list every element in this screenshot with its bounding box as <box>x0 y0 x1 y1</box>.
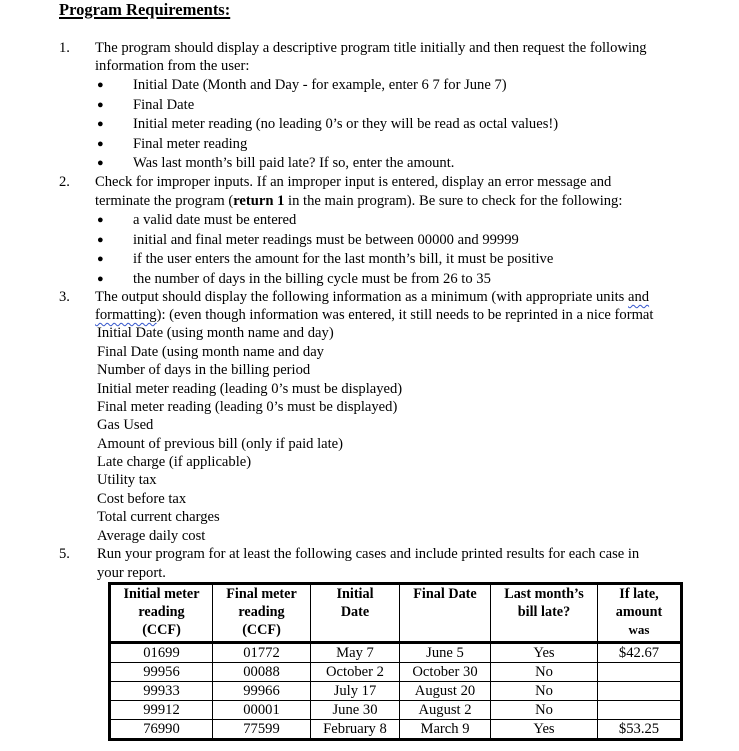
cell-bill-late: No <box>491 701 598 720</box>
output-item: Gas Used <box>97 417 154 433</box>
header-initial-meter: Initial meter reading (CCF) <box>110 584 213 643</box>
cell-final-date: August 2 <box>400 701 491 720</box>
bullet-icon: ● <box>97 79 104 91</box>
cell-final-meter: 00001 <box>213 701 311 720</box>
cell-late-amount: $42.67 <box>598 643 682 663</box>
bullet-icon: ● <box>97 234 104 246</box>
cell-bill-late: Yes <box>491 643 598 663</box>
section-1-bullet: Final meter reading <box>133 136 248 152</box>
output-item: Total current charges <box>97 509 220 525</box>
cell-bill-late: Yes <box>491 720 598 740</box>
section-2-text-line-1: Check for improper inputs. If an improper input is entered, display an error message and <box>95 174 612 190</box>
table-row <box>110 643 682 663</box>
section-2-text-line-2 <box>95 192 622 210</box>
cell-initial-date: June 30 <box>311 701 400 720</box>
section-2-number: 2. <box>59 174 70 190</box>
cell-bill-late: No <box>491 682 598 701</box>
bullet-icon: ● <box>97 214 104 226</box>
section-3-text-pre: The output should display the following information as a minimum (with appropriate units <box>95 289 628 305</box>
cell-final-meter: 00088 <box>213 663 311 682</box>
table-row <box>110 682 682 701</box>
section-3-text-line-1 <box>95 288 649 306</box>
cell-initial-date: October 2 <box>311 663 400 682</box>
spellcheck-flagged-word: and <box>628 289 650 305</box>
section-1-bullet: Was last month’s bill paid late? If so, enter the amount. <box>133 155 455 171</box>
table-header-row <box>110 584 682 643</box>
cell-initial-meter: 01699 <box>110 643 213 663</box>
cell-initial-meter: 99912 <box>110 701 213 720</box>
section-5-text-line-1: Run your program for at least the following cases and include printed results for each case in <box>97 546 640 562</box>
cell-bill-late: No <box>491 663 598 682</box>
table-row <box>110 663 682 682</box>
header-initial-date: Initial Date <box>311 584 400 643</box>
cell-initial-meter: 76990 <box>110 720 213 740</box>
section-5-number: 5. <box>59 546 70 562</box>
bullet-icon: ● <box>97 253 104 265</box>
output-item: Cost before tax <box>97 491 187 507</box>
output-item: Utility tax <box>97 472 157 488</box>
output-item: Final meter reading (leading 0’s must be displayed) <box>97 399 398 415</box>
test-cases-table <box>108 582 683 741</box>
page-title: Program Requirements: <box>59 0 231 19</box>
cell-final-date: March 9 <box>400 720 491 740</box>
table-row <box>110 701 682 720</box>
cell-late-amount <box>598 682 682 701</box>
header-last-month-late: Last month’s bill late? <box>491 584 598 643</box>
bullet-icon: ● <box>97 99 104 111</box>
section-2-bullet: a valid date must be entered <box>133 212 297 228</box>
bullet-icon: ● <box>97 273 104 285</box>
header-final-date: Final Date <box>400 584 491 643</box>
section-1-bullet: Final Date <box>133 97 195 113</box>
cell-final-date: October 30 <box>400 663 491 682</box>
table-row <box>110 720 682 740</box>
cell-final-date: June 5 <box>400 643 491 663</box>
cell-initial-date: May 7 <box>311 643 400 663</box>
section-3-text-line-2 <box>95 306 653 324</box>
cell-late-amount: $53.25 <box>598 720 682 740</box>
cell-initial-date: February 8 <box>311 720 400 740</box>
bullet-icon: ● <box>97 118 104 130</box>
spellcheck-flagged-word: formatting <box>95 307 157 323</box>
output-item: Initial Date (using month name and day) <box>97 325 334 341</box>
cell-final-date: August 20 <box>400 682 491 701</box>
output-item: Late charge (if applicable) <box>97 454 252 470</box>
section-2-bullet: the number of days in the billing cycle must be from 26 to 35 <box>133 271 491 287</box>
cell-final-meter: 77599 <box>213 720 311 740</box>
section-3-text-post: ): (even though information was entered, it still needs to be reprinted in a nice format <box>156 307 654 323</box>
output-item: Final Date (using month name and day <box>97 344 324 360</box>
section-2-bullet: if the user enters the amount for the last month’s bill, it must be positive <box>133 251 554 267</box>
section-1-bullet: Initial Date (Month and Day - for example, enter 6 7 for June 7) <box>133 77 507 93</box>
section-2-text-post: in the main program). Be sure to check for the following: <box>284 193 623 209</box>
cell-initial-date: July 17 <box>311 682 400 701</box>
section-2-bullet: initial and final meter readings must be between 00000 and 99999 <box>133 232 519 248</box>
section-1-number: 1. <box>59 40 70 56</box>
cell-final-meter: 99966 <box>213 682 311 701</box>
output-item: Average daily cost <box>97 528 206 544</box>
output-item: Initial meter reading (leading 0’s must be displayed) <box>97 381 403 397</box>
header-late-amount: If late, amount was <box>598 584 682 643</box>
cell-initial-meter: 99933 <box>110 682 213 701</box>
cell-late-amount <box>598 701 682 720</box>
output-item: Amount of previous bill (only if paid late) <box>97 436 344 452</box>
section-1-text-line-1: The program should display a descriptive program title initially and then request the following <box>95 40 647 56</box>
header-final-meter: Final meter reading (CCF) <box>213 584 311 643</box>
output-item: Number of days in the billing period <box>97 362 311 378</box>
section-1-bullet: Initial meter reading (no leading 0’s or they will be read as octal values!) <box>133 116 559 132</box>
section-5-text-line-2: your report. <box>97 565 166 581</box>
cell-late-amount <box>598 663 682 682</box>
bullet-icon: ● <box>97 157 104 169</box>
return-code-text: return 1 <box>233 193 285 209</box>
cell-final-meter: 01772 <box>213 643 311 663</box>
section-1-text-line-2: information from the user: <box>95 58 250 74</box>
section-2-text-pre: terminate the program ( <box>95 193 234 209</box>
section-3-number: 3. <box>59 289 70 305</box>
bullet-icon: ● <box>97 138 104 150</box>
cell-initial-meter: 99956 <box>110 663 213 682</box>
